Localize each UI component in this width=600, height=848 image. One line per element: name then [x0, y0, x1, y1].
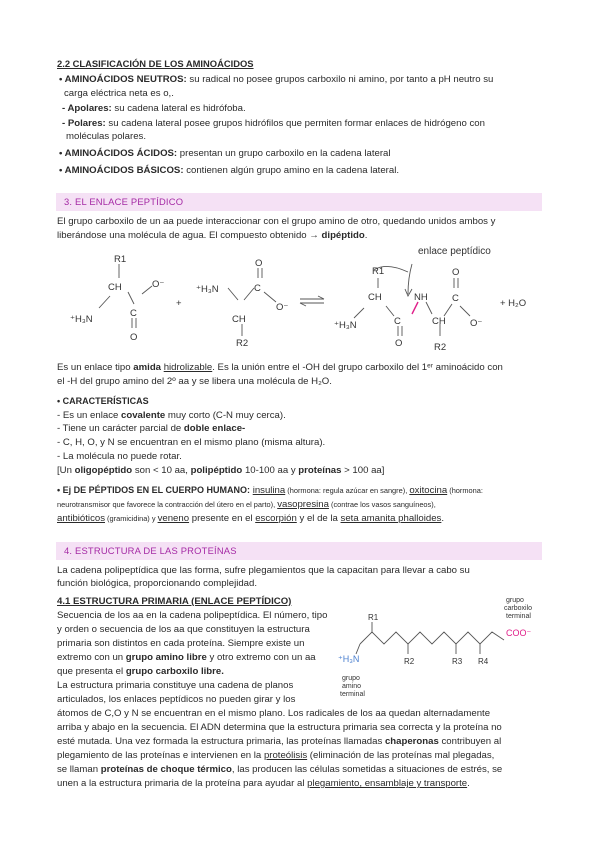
diagram-o-d: O	[452, 267, 460, 278]
enlace-p1: El grupo carboxilo de un aa puede interaccionar con el grupo amino de otro, quedando unidos ambos y	[57, 216, 496, 227]
primaria-l9: arriba y abajo en la secuencia. El ADN determina que la estructura primaria sea correcta y la proteína no	[57, 722, 502, 733]
escorpion: escorpión	[255, 513, 297, 524]
diagram-r1-c: R1	[372, 266, 385, 277]
ej-l3-d: .	[441, 513, 445, 524]
amino-libre-term: grupo amino libre	[125, 652, 207, 663]
diagram-c-c: C	[394, 316, 401, 327]
basicos-label: • AMINOÁCIDOS BÁSICOS:	[59, 165, 184, 176]
polares-label: - Polares:	[62, 118, 106, 129]
diagram-nh: NH	[414, 292, 428, 303]
neutros-line	[59, 74, 493, 87]
diagram-enlace-label: enlace peptídico	[418, 246, 491, 257]
fig-r1: R1	[368, 613, 379, 622]
chaperonas-term: chaperonas	[384, 736, 439, 747]
polares-text: su cadena lateral posee grupos hidrófilos que permiten formar enlaces de hidrógeno con	[105, 118, 485, 129]
diagram-o-b: O	[255, 258, 263, 269]
diagram-ominus-b: O⁻	[276, 302, 289, 313]
fig-coo: COO⁻	[506, 628, 532, 638]
fig-terminal-carboxilo: terminal	[506, 613, 531, 620]
hidrolizable-term: hidrolizable	[163, 362, 213, 373]
enlace-p3	[57, 362, 503, 375]
apolares-label: - Apolares:	[62, 103, 112, 114]
diagram-plus: +	[176, 298, 182, 309]
neutros-text: su radical no posee grupos carboxilo ni amino, por tanto a pH neutro su	[186, 74, 494, 85]
plegamiento-term: plegamiento, ensamblaje y transporte	[307, 778, 468, 789]
ejemplos-line-3	[57, 513, 444, 526]
c5-e: 10-100 aa y	[242, 465, 299, 476]
section-bar-4	[56, 542, 542, 560]
enlace-p3-a: Es un enlace tipo	[57, 362, 134, 373]
diagram-ch-a: CH	[108, 282, 122, 293]
fig-r3: R3	[452, 657, 463, 666]
c2-a: - Tiene un carácter parcial de	[57, 423, 184, 434]
diagram-water: + H₂O	[500, 298, 527, 309]
peptide-bond-diagram	[56, 244, 556, 356]
diagram-c-b: C	[254, 283, 261, 294]
primaria-l6: La estructura primaria constituye una cadena de planos	[57, 680, 294, 691]
fig-carboxilo: carboxilo	[504, 605, 533, 612]
apolares-text: su cadena lateral es hidrófoba.	[111, 103, 246, 114]
diagram-ominus-a: O⁻	[152, 279, 165, 290]
primaria-l4	[57, 652, 316, 665]
enlace-p2-end: .	[364, 230, 368, 241]
fig-amino: amino	[342, 683, 362, 690]
estructura-p1: La cadena polipeptídica que las forma, sufre plegamientos que la capacitan para llevar a cabo su	[57, 565, 470, 576]
ej-l2-b: (contrae los vasos sanguíneos),	[328, 500, 436, 509]
ejemplos-label: • Ej DE PÉPTIDOS EN EL CUERPO HUMANO:	[57, 485, 251, 495]
fig-grupo-amino: grupo	[342, 675, 360, 682]
diagram-r2-d: R2	[434, 342, 447, 353]
diagram-ominus-d: O⁻	[470, 318, 483, 329]
section-title-2-2: 2.2 CLASIFICACIÓN DE LOS AMINOÁCIDOS	[57, 58, 254, 69]
l4-a: extremo con un	[57, 652, 126, 663]
polipeptido-term: polipéptido	[190, 465, 243, 476]
ej-l3-b: presente en el	[189, 513, 256, 524]
caracteristicas-title: • CARACTERÍSTICAS	[57, 396, 149, 406]
enlace-p2	[57, 230, 367, 243]
diagram-h3n-c: ⁺H₃N	[334, 320, 357, 331]
dipeptido-term: dipéptido	[321, 230, 365, 241]
proteolisis-term: proteólisis	[263, 750, 308, 761]
section-title-4-1: 4.1 ESTRUCTURA PRIMARIA (ENLACE PEPTÍDICO)	[57, 596, 292, 607]
section-bar-3	[56, 193, 542, 211]
ej-l3-a: (gramicidina) y	[105, 514, 158, 523]
antibioticos: antibióticos	[57, 513, 105, 524]
neutros-label: • AMINOÁCIDOS NEUTROS:	[59, 74, 187, 85]
diagram-c-a: C	[130, 308, 137, 319]
ej-l3-c: y el de la	[296, 513, 341, 524]
caracteristica-1	[57, 410, 286, 423]
diagram-ch-b: CH	[232, 314, 246, 325]
ejemplos-line-1	[57, 484, 483, 498]
l5-a: que presenta el	[57, 666, 126, 677]
diagram-o-c: O	[395, 338, 403, 349]
covalente-term: covalente	[121, 410, 166, 421]
primaria-l3: primaria son distintos en cada proteína. Siempre existe un	[57, 638, 305, 649]
l11-c: (eliminación de las proteínas mal plegadas,	[307, 750, 495, 761]
apolares-line	[62, 103, 246, 116]
diagram-ch-c: CH	[368, 292, 382, 303]
choque-termico-term: proteínas de choque térmico	[100, 764, 232, 775]
diagram-c-d: C	[452, 293, 459, 304]
enlace-p3-d: . Es la unión entre el -OH del grupo carboxilo del 1ᵉʳ aminoácido con	[212, 362, 503, 373]
seta-amanita: seta amanita phalloides	[340, 513, 442, 524]
l12-a: se llaman	[57, 764, 101, 775]
amida-term: amida	[133, 362, 162, 373]
ej-l2-a: neurotransmisor que favorece la contracción del útero en el parto),	[57, 500, 278, 509]
primaria-l11	[57, 750, 494, 763]
primaria-l7: articulados, los enlaces peptídicos no pueden girar y los	[57, 694, 296, 705]
acidos-label: • AMINOÁCIDOS ÁCIDOS:	[59, 148, 178, 159]
l11-a: plegamiento de las proteínas e intervienen en la	[57, 750, 264, 761]
caracteristica-2	[57, 423, 245, 436]
section-bar-3-title: 3. EL ENLACE PEPTÍDICO	[64, 196, 184, 207]
estructura-p2: función biológica, proporcionando complejidad.	[57, 578, 258, 589]
veneno: veneno	[157, 513, 190, 524]
caracteristica-4: - La molécula no puede rotar.	[57, 451, 182, 462]
carboxilo-libre-term: grupo carboxilo libre.	[125, 666, 224, 677]
section-bar-4-title: 4. ESTRUCTURA DE LAS PROTEÍNAS	[64, 545, 237, 556]
ejemplos-line-2	[57, 499, 436, 512]
polares-line-2: moléculas polares.	[66, 131, 146, 142]
c5-a: [Un	[57, 465, 75, 476]
diagram-ch-d: CH	[432, 316, 446, 327]
fig-h3n: ⁺H₃N	[338, 654, 360, 664]
primaria-l12	[57, 764, 502, 777]
proteinas-term: proteínas	[298, 465, 342, 476]
c1-a: - Es un enlace	[57, 410, 121, 421]
l13-c: .	[467, 778, 470, 789]
fig-grupo-carboxilo: grupo	[506, 597, 524, 604]
l12-c: , las producen las células sometidas a situaciones de estrés, se	[231, 764, 503, 775]
oligopeptido-term: oligopéptido	[74, 465, 133, 476]
c5-c: son < 10 aa,	[132, 465, 191, 476]
l4-c: y otro extremo con un aa	[206, 652, 316, 663]
fig-terminal-amino: terminal	[340, 691, 365, 698]
acidos-line	[59, 148, 390, 161]
oxitocina: oxitocina	[409, 485, 448, 496]
primary-structure-diagram	[338, 592, 558, 706]
primaria-l2: y orden o secuencia de los aa que constituyen la estructura	[57, 624, 310, 635]
primaria-l1: Secuencia de los aa en la cadena polipeptídica. El número, tipo	[57, 610, 328, 621]
insulina-note: (hormona: regula azúcar en sangre),	[285, 486, 410, 495]
caracteristica-5	[57, 465, 384, 478]
neutros-line-2: carga eléctrica neta es o,.	[64, 88, 174, 99]
c5-g: > 100 aa]	[341, 465, 385, 476]
fig-r4: R4	[478, 657, 489, 666]
oxitocina-note: (hormona:	[447, 486, 483, 495]
enlace-p2-text: liberándose una molécula de agua. El compuesto obtenido →	[57, 230, 322, 241]
c1-c: muy corto (C-N muy cerca).	[165, 410, 286, 421]
diagram-h3n-b: ⁺H₃N	[196, 284, 219, 295]
enlace-p4: el -H del grupo amino del 2º aa y se libera una molécula de H₂O.	[57, 376, 332, 387]
vasopresina: vasopresina	[277, 499, 329, 510]
doble-enlace-term: doble enlace-	[183, 423, 246, 434]
l13-a: unen a la estructura primaria de la proteína para ayudar al	[57, 778, 308, 789]
primaria-l13	[57, 778, 470, 791]
acidos-text: presentan un grupo carboxilo en la cadena lateral	[177, 148, 391, 159]
diagram-r1-a: R1	[114, 254, 127, 265]
diagram-o-a: O	[130, 332, 138, 343]
basicos-text: contienen algún grupo amino en la cadena lateral.	[183, 165, 400, 176]
polares-line	[62, 118, 485, 131]
diagram-h3n-a: ⁺H₃N	[70, 314, 93, 325]
primaria-l8: átomos de C,O y N se encuentran en el mismo plano. Los radicales de los aa quedan alternadamente	[57, 708, 491, 719]
primaria-l10	[57, 736, 501, 749]
caracteristica-3: - C, H, O, y N se encuentran en el mismo plano (misma altura).	[57, 437, 326, 448]
insulina: insulina	[252, 485, 286, 496]
l10-a: esté mutada. Una vez formada la estructura primaria, las proteínas llamadas	[57, 736, 385, 747]
diagram-r2-b: R2	[236, 338, 249, 349]
primaria-l5	[57, 666, 224, 679]
fig-r2: R2	[404, 657, 415, 666]
basicos-line	[59, 165, 399, 178]
l10-c: contribuyen al	[438, 736, 502, 747]
